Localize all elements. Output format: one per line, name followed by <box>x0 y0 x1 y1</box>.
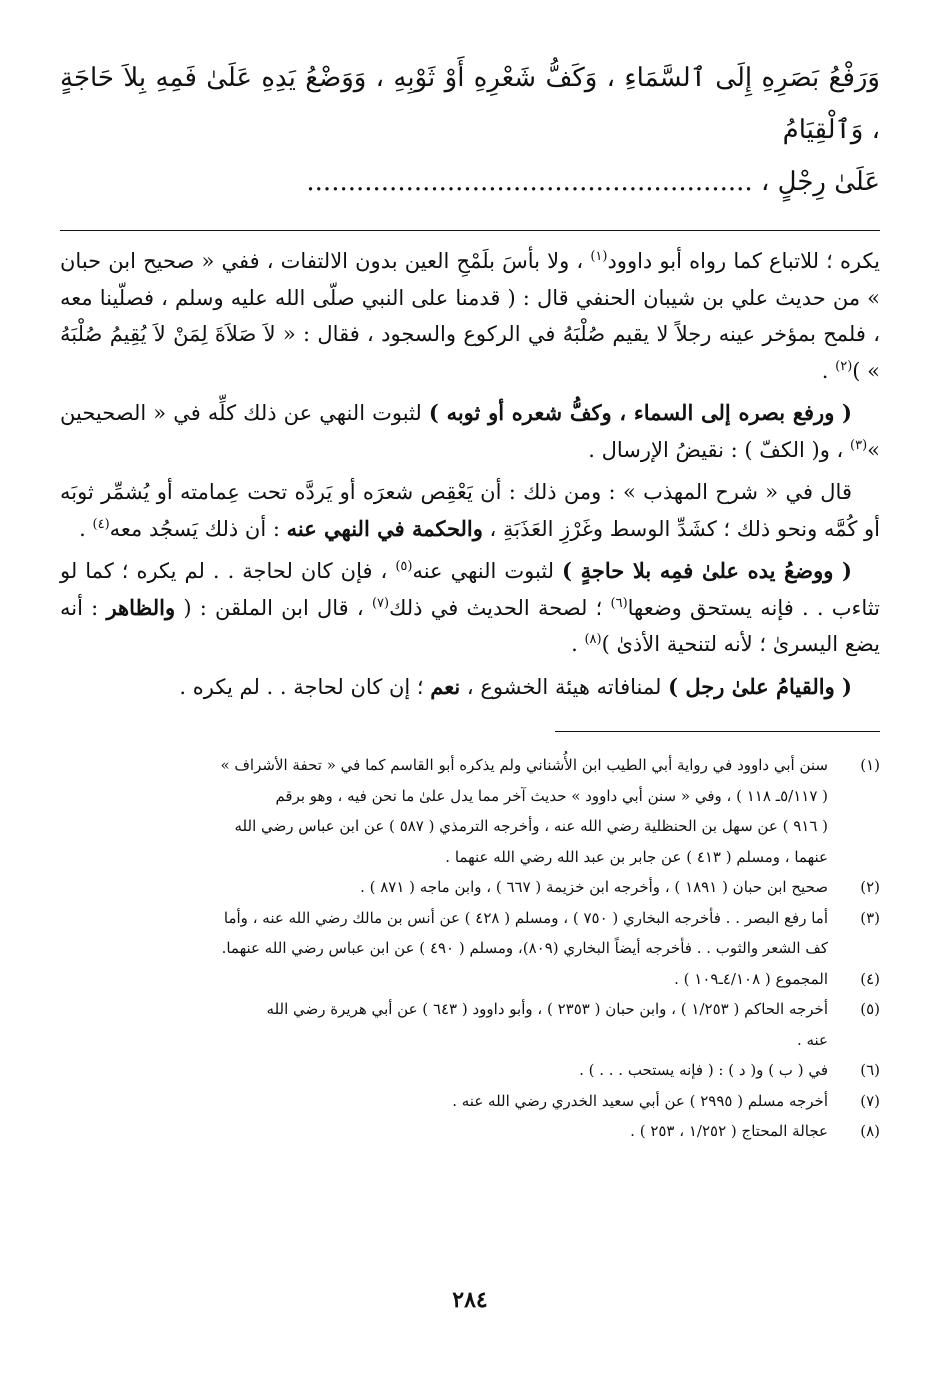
footnote <box>60 872 880 903</box>
footnote-number: (٤) <box>860 969 880 988</box>
footnote <box>60 750 880 872</box>
footnote-line: ( ٩١٦ ) عن سهل بن الحنظلية رضي الله عنه ، وأخرجه الترمذي ( ٥٨٧ ) عن ابن عباس رضي الله <box>234 817 828 835</box>
footnote <box>60 1086 880 1117</box>
footnote-text <box>60 994 828 1055</box>
book-page <box>60 40 880 1370</box>
footnote-number: (٥) <box>860 1000 880 1018</box>
commentary-segment: . <box>571 632 585 656</box>
footnote-line: أخرجه مسلم ( ٢٩٩٥ ) عن أبي سعيد الخدري رضي الله عنه . <box>452 1091 828 1110</box>
footnote-line: صحيح ابن حبان ( ١٨٩١ ) ، وأخرجه ابن خزيمة ( ٦٦٧ ) ، وابن ماجه ( ٨٧١ ) . <box>360 878 828 896</box>
commentary-paragraph <box>60 395 880 468</box>
commentary-segment: لثبوت النهي عنه <box>412 559 563 583</box>
footnote-line: كف الشعر والثوب . . فأخرجه أيضاً البخاري (٨٠٩)، ومسلم ( ٤٩٠ ) عن ابن عباس رضي الله عنهما. <box>221 939 828 957</box>
commentary-segment: يكره ؛ للاتباع كما رواه أبو داوود <box>607 249 880 273</box>
commentary-segment: لمنافاته هيئة الخشوع ، <box>460 674 669 699</box>
footnote-separator <box>555 731 880 732</box>
footnote-marker: (٥) <box>395 559 413 574</box>
commentary-segment: ؛ لصحة الحديث في ذلك <box>389 595 611 620</box>
footnote-text <box>60 1116 828 1147</box>
footnote-number: (٨) <box>860 1122 880 1140</box>
matn-quote: والظاهر <box>106 594 176 620</box>
footnote-text <box>60 903 828 964</box>
commentary-segment: : أنه يضع اليسرىٰ ؛ لأنه لتنحية الأذىٰ ) <box>60 595 880 656</box>
footnote-marker: (٢) <box>835 358 853 374</box>
commentary-text <box>60 243 880 705</box>
commentary-paragraph <box>60 553 880 663</box>
commentary-segment: ؛ إن كان لحاجة . . لم يكره . <box>179 674 431 699</box>
matn-quote: نعم <box>430 673 461 699</box>
footnote-number: (١) <box>860 756 880 774</box>
footnote-line: أما رفع البصر . . فأخرجه البخاري ( ٧٥٠ ) ، ومسلم ( ٤٢٨ ) عن أنس بن مالك رضي الله عنه ، وأما <box>223 908 828 927</box>
footnote <box>60 903 880 964</box>
footnote-number: (٧) <box>860 1091 880 1110</box>
commentary-segment: ، ولا بأسَ بلَمْحِ العين بدون الالتفات ، ففي « صحيح ابن حبان » من حديث علي بن شيبان الحنفي قال : ( قدمنا على النبي صلّى الله عليه وسلم ، فصلّينا معه ، فلمح بمؤخر عينه رجلاً لا يقيم صُلْبَهُ في الركوع والسجود ، فقال : « لاَ صَلاَةَ لِمَنْ لاَ يُقِيمُ صُلْبَهُ » ) <box>60 249 880 383</box>
footnote-text <box>60 964 828 995</box>
matn-text <box>60 52 880 208</box>
matn-line-text: عَلَىٰ رِجْلٍ ، <box>760 167 880 197</box>
footnote <box>60 1055 880 1086</box>
footnote <box>60 1116 880 1147</box>
footnote-line: ( ٥/١١٧ـ ١١٨ ) ، وفي « سنن أبي داوود » حديث آخر مما يدل علىٰ ما نحن فيه ، وهو برقم <box>275 786 828 805</box>
commentary-segment: ، قال ابن الملقن : ( <box>175 595 372 620</box>
footnote-marker: (٤) <box>92 516 110 532</box>
commentary-segment: ، فإن كان لحاجة . . لم يكره ؛ كما لو تثاءب . . فإنه يستحق وضعها <box>60 559 880 620</box>
commentary-paragraph <box>60 669 880 706</box>
footnote-text <box>60 1055 828 1086</box>
footnote-number: (٢) <box>860 878 880 896</box>
commentary-segment: . <box>79 516 93 541</box>
footnote-line: المجموع ( ٤/١٠٨ـ١٠٩ ) . <box>674 969 828 988</box>
matn-quote: ( ووضعُ يده علىٰ فمِه بلا حاجةٍ ) <box>562 558 852 583</box>
commentary-paragraph <box>60 243 880 389</box>
footnote-marker: (٣) <box>850 437 868 453</box>
footnote-line: عنه . <box>796 1030 828 1049</box>
commentary-segment: . <box>821 358 836 383</box>
footnote-line: عنهما ، ومسلم ( ٤١٣ ) عن جابر بن عبد الله رضي الله عنهما . <box>445 847 828 866</box>
footnote-line: عجالة المحتاج ( ١/٢٥٢ ، ٢٥٣ ) . <box>630 1122 828 1140</box>
dot-leader: ...................................................... <box>306 167 753 197</box>
matn-quote: والحكمة في النهي عنه <box>286 515 483 541</box>
footnote-number: (٦) <box>860 1061 880 1079</box>
matn-quote: ( والقيامُ علىٰ رجل ) <box>668 673 852 699</box>
footnote-number: (٣) <box>860 908 880 927</box>
footnote-line: أخرجه الحاكم ( ١/٢٥٣ ) ، وابن حبان ( ٢٣٥٣ ) ، وأبو داوود ( ٦٤٣ ) عن أبي هريرة رضي الله <box>266 1000 828 1018</box>
footnote-line: في ( ب ) و( د ) : ( فإنه يستحب . . . ) . <box>579 1061 828 1079</box>
commentary-segment: قال في « شرح المهذب » : ومن ذلك : أن يَعْقِص شعرَه أو يَردَّه تحت عِمامته أو يُشمِّر ثوبَه أو كُمَّه ونحو ذلك ؛ كشَدِّ الوسط وغَرْزِ العَذَبَةِ ، <box>60 480 880 541</box>
footnote-marker: (٦) <box>610 595 628 611</box>
commentary-paragraph <box>60 474 880 547</box>
footnote-line: سنن أبي داوود في رواية أبي الطيب ابن الأُشناني ولم يذكره أبو القاسم كما في « تحفة الأشراف » <box>220 756 828 774</box>
footnote-marker: (٨) <box>584 632 602 647</box>
footnote-marker: (١) <box>590 249 608 264</box>
footnotes <box>60 750 880 1147</box>
commentary-segment: لثبوت النهي عن ذلك كلِّه في « الصحيحين » <box>60 401 880 462</box>
footnote-marker: (٧) <box>371 595 390 611</box>
matn-line <box>60 156 880 208</box>
footnote-text <box>60 750 828 872</box>
footnote <box>60 964 880 995</box>
commentary-segment: : أن ذلك يَسجُد معه <box>109 516 287 541</box>
commentary-segment: ، و( الكفّ ) : نقيضُ الإرسال . <box>588 437 850 462</box>
footnote-text <box>60 1086 828 1117</box>
matn-line: وَرَفْعُ بَصَرِهِ إِلَى ٱلسَّمَاءِ ، وَكَفُّ شَعْرِهِ أَوْ ثَوْبِهِ ، وَوَضْعُ يَدِهِ عَلَىٰ فَمِهِ بِلاَ حَاجَةٍ ، وَٱلْقِيَامُ <box>60 63 880 145</box>
separator-line <box>60 230 880 231</box>
page-number: ٢٨٤ <box>452 1287 488 1313</box>
footnote <box>60 994 880 1055</box>
matn-quote: ( ورفع بصره إلى السماء ، وكفُّ شعره أو ثوبه ) <box>428 400 852 425</box>
footnote-text <box>60 872 828 903</box>
